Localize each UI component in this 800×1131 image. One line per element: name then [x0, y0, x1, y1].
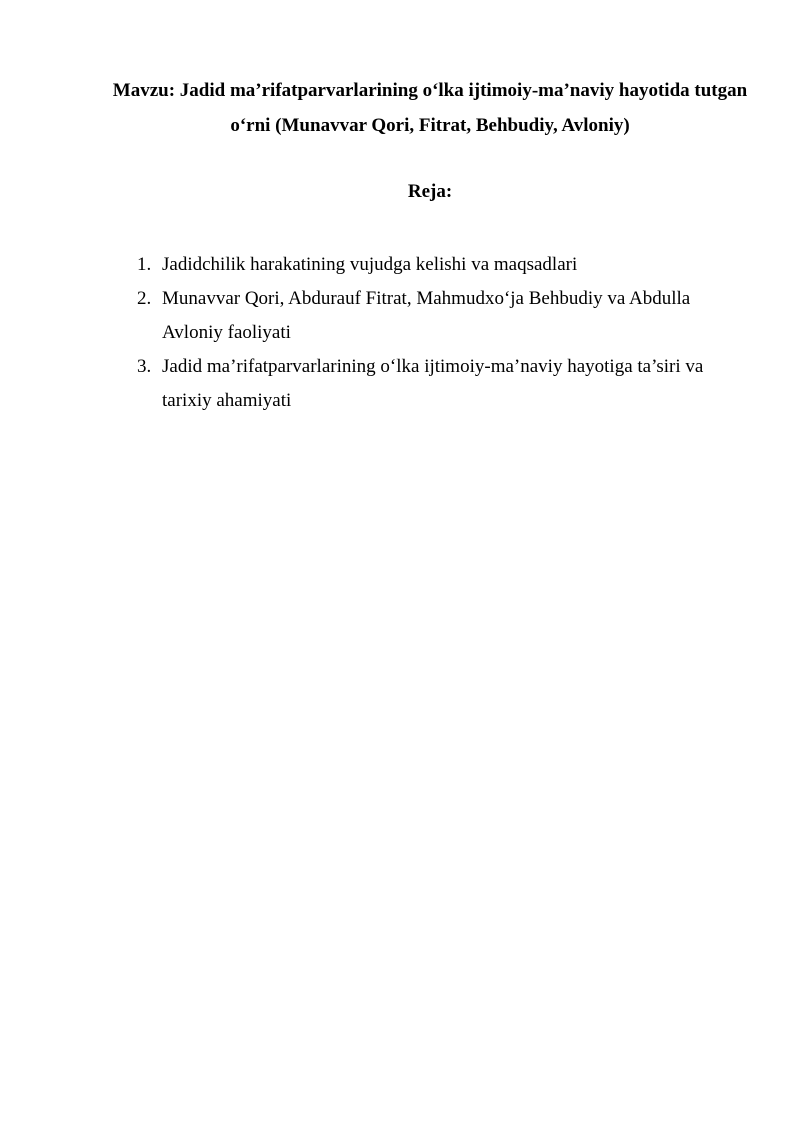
plan-item-3 [137, 350, 747, 418]
plan-item-number: 1. [137, 254, 152, 275]
plan-item-text: Jadidchilik harakatining vujudga kelishi va maqsadlari [162, 254, 578, 275]
plan-item-text: Munavvar Qori, Abdurauf Fitrat, Mahmudxo‘ja Behbudiy va Abdulla Avloniy faoliyati [162, 288, 691, 343]
plan-item-1 [137, 248, 747, 282]
plan-item-text: Jadid ma’rifatparvarlarining o‘lka ijtimoiy-ma’naviy hayotiga ta’siri va tarixiy ahamiyati [162, 356, 704, 411]
plan-list [137, 248, 747, 418]
plan-item-number: 2. [137, 288, 152, 309]
plan-heading: Reja: [407, 181, 453, 202]
document-title: Mavzu: Jadid ma’rifatparvarlarining o‘lka ijtimoiy-ma’naviy hayotida tutgan o‘rni (Munavvar Qori, Fitrat, Behbudiy, Avloniy) [112, 80, 748, 136]
plan-item-2 [137, 282, 747, 350]
plan-item-number: 3. [137, 356, 152, 377]
